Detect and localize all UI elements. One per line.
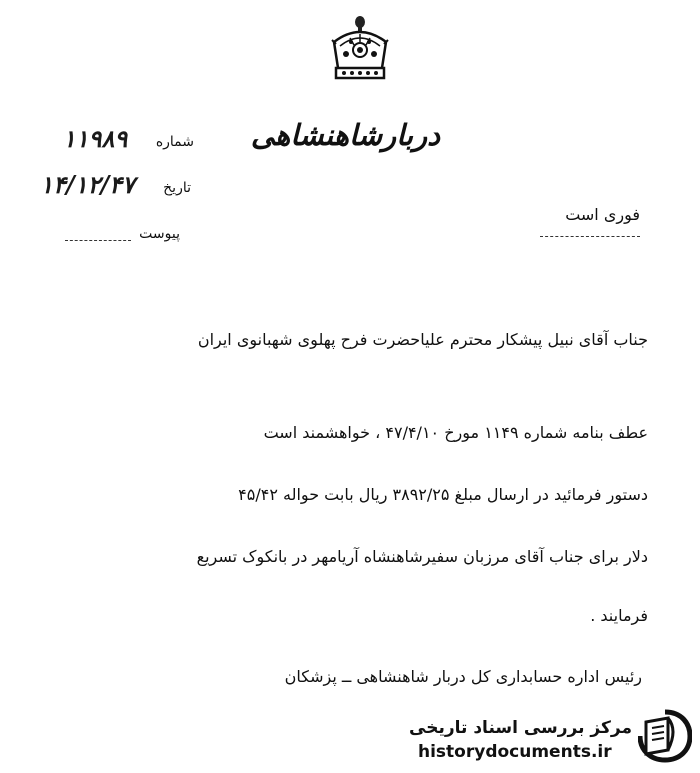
court-title: دربارشاهنشاهی [250,118,440,152]
pahlavi-crown-icon [320,12,400,92]
attachment-blank [65,240,131,241]
urgency-underline [540,236,640,237]
body-line-2: دستور فرمائید در ارسال مبلغ ۳۸۹۲/۲۵ ریال بابت حواله ۴۵/۴۲ [238,485,648,504]
archive-logo-icon [638,708,692,764]
watermark-url: historydocuments.ir [418,742,612,762]
body-line-4: فرمایند . [590,606,648,625]
date-label: تاریخ [163,180,191,196]
body-line-3: دلار برای جناب آقای مرزبان سفیرشاهنشاه آریامهر در بانکوک تسریع [196,547,648,566]
number-label: شماره [155,134,194,150]
date-value: ۱۴/۱۲/۴۷ [40,170,135,199]
signature-line: رئیس اداره حسابداری کل دربار شاهنشاهی ــ پزشکان [284,667,642,686]
body-line-1: عطف بنامه شماره ۱۱۴۹ مورخ ۴۷/۴/۱۰ ، خواهشمند است [263,423,648,442]
urgency-note: فوری است [565,205,640,224]
watermark-org-name: مرکز بررسی اسناد تاریخی [409,718,632,738]
addressee-line: جناب آقای نبیل پیشکار محترم علیاحضرت فرح پهلوی شهبانوی ایران [197,330,648,349]
number-value: ۱۱۹۸۹ [62,124,128,153]
attachment-label: پیوست [139,226,180,242]
